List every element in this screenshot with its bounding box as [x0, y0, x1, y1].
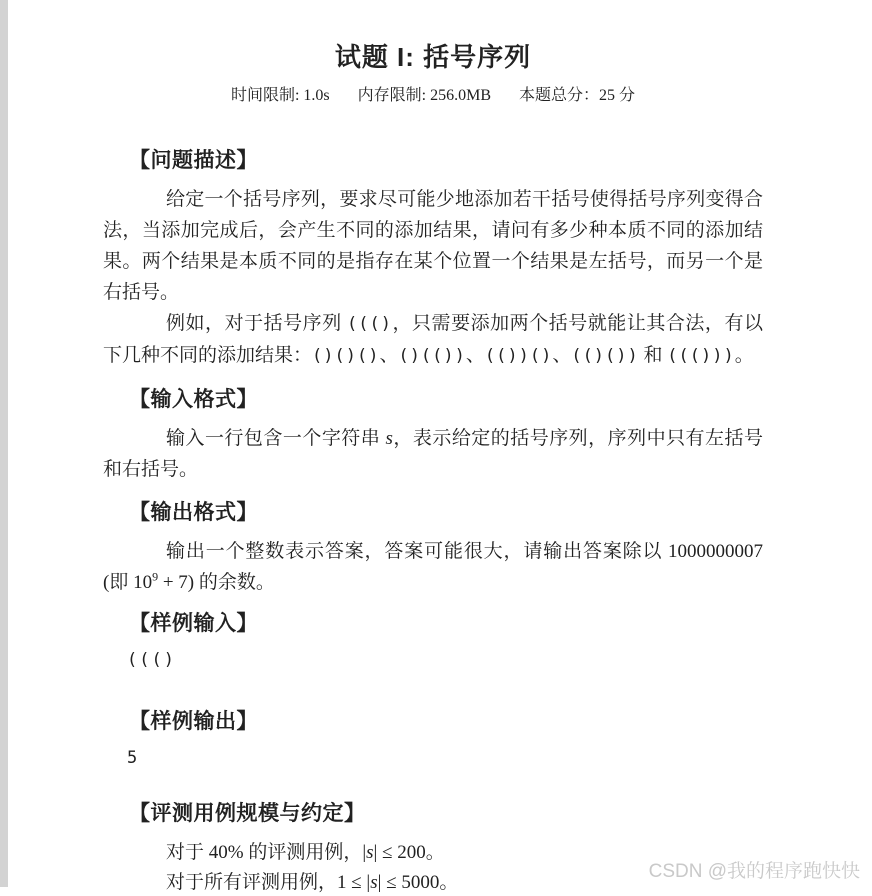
bracket-sequence-example: ((() — [347, 314, 392, 334]
input-text-b: ，表示给定的括号序列，序列中只有左括号和右括号。 — [103, 428, 763, 480]
problem-meta — [103, 86, 763, 106]
conjunction-and: 和 — [638, 345, 668, 366]
sample-output-value: 5 — [127, 748, 140, 768]
result-1: ()()() — [312, 346, 380, 366]
csdn-watermark: CSDN @我的程序跑快快 — [648, 861, 860, 882]
page-title: 试题 I: 括号序列 — [334, 42, 532, 72]
output-text-b: + 7) 的余数。 — [158, 572, 275, 593]
section-heading-sample-input: 【样例输入】 — [129, 612, 258, 635]
result-3: (())() — [484, 346, 553, 366]
constraint-2-variable: s — [370, 872, 378, 893]
separator-1: 、 — [379, 345, 399, 366]
section-heading-sample-output: 【样例输出】 — [129, 710, 258, 733]
section-description — [103, 148, 763, 372]
result-2: ()(()) — [398, 346, 466, 366]
constraint-1-variable: s — [366, 842, 374, 863]
section-sample-output — [103, 709, 763, 769]
input-text-a: 输入一行包含一个字符串 — [166, 428, 386, 449]
problem-document — [103, 0, 763, 896]
section-output-format — [103, 500, 763, 598]
separator-3: 、 — [552, 345, 572, 366]
description-paragraph-2 — [103, 308, 763, 372]
section-heading-input: 【输入格式】 — [129, 388, 258, 411]
section-heading-output: 【输出格式】 — [129, 501, 258, 524]
total-score: 本题总分：25 分 — [519, 87, 636, 104]
power-base: 10 — [133, 572, 153, 593]
input-format-paragraph — [103, 423, 763, 485]
description-paragraph-1: 给定一个括号序列，要求尽可能少地添加若干括号使得括号序列变得合法，当添加完成后，会产生不同的添加结果，请问有多少种本质不同的添加结果。两个结果是本质不同的是指存在某个位置一个结果是左括号，而另一个是右括号。 — [103, 189, 763, 303]
constraint-1-bound: | ≤ 200。 — [373, 842, 445, 863]
section-heading-description: 【问题描述】 — [129, 149, 258, 172]
sample-input-value: ((() — [127, 650, 176, 670]
output-text-a: 输出一个整数表示答案，答案可能很大，请输出答案除以 1000000007 (即 — [103, 541, 763, 593]
variable-s: s — [385, 428, 393, 449]
power-exponent: 9 — [152, 569, 159, 584]
section-heading-constraints: 【评测用例规模与约定】 — [129, 802, 366, 825]
time-limit: 时间限制: 1.0s — [230, 87, 330, 104]
section-input-format — [103, 387, 763, 485]
constraint-2-bound: | ≤ 5000。 — [377, 872, 459, 893]
result-5: ((())) — [667, 346, 735, 366]
memory-limit: 内存限制: 256.0MB — [357, 87, 492, 104]
section-sample-input — [103, 611, 763, 671]
sentence-end: 。 — [734, 345, 754, 366]
desc-p2-text-a: 例如，对于括号序列 — [166, 313, 348, 334]
desc-p2-text-b: ，只需要添加两个括号就能让其合法，有以下几种不同的添加结果： — [103, 313, 763, 366]
constraint-2-text: 对于所有评测用例，1 ≤ | — [166, 872, 371, 893]
output-format-paragraph — [103, 536, 763, 598]
constraint-1-text: 对于 40% 的评测用例，| — [166, 842, 367, 863]
page-edge-strip — [0, 0, 8, 887]
result-4: (()()) — [571, 346, 639, 366]
separator-2: 、 — [465, 345, 485, 366]
